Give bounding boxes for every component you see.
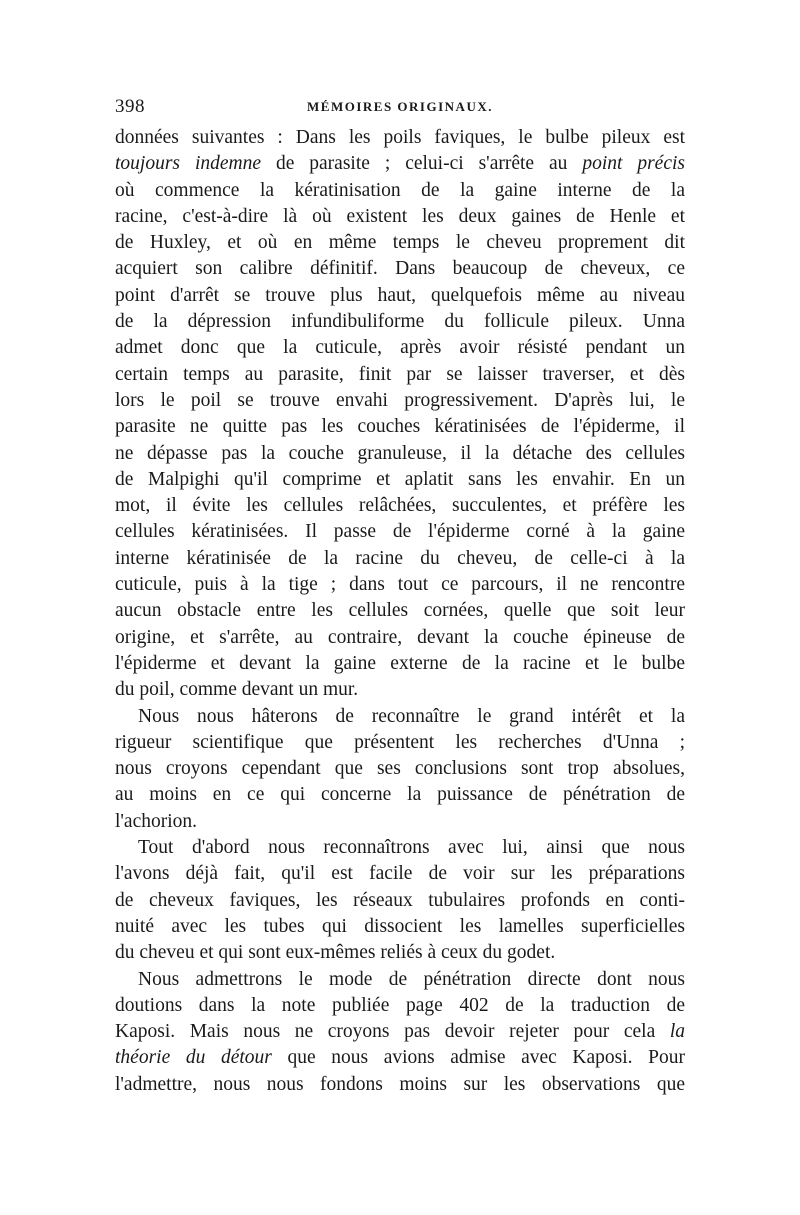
text-line [115,362,685,388]
text-line [115,151,685,177]
text-segment: ne dépasse pas la couche granuleuse, il la détache des cellules [115,442,685,464]
text-segment: où commence la kératinisation de la gaine interne de la [115,179,685,201]
text-segment: Nous admettrons le mode de pénétration directe dont nous [138,968,685,990]
text-segment: que nous avions admise avec Kaposi. Pour [271,1047,685,1069]
text-line [115,546,685,572]
text-line [115,309,685,335]
text-line [115,835,685,861]
text-segment: données suivantes : Dans les poils faviques, le bulbe pileux est [115,127,685,148]
text-line [115,809,685,835]
text-line [115,178,685,204]
text-line [115,204,685,230]
text-line [115,782,685,808]
text-line [115,1045,685,1071]
text-segment: de Malpighi qu'il comprime et aplatit sans les envahir. En un [115,468,685,490]
text-line [115,256,685,282]
text-segment: certain temps au parasite, finit par se laisser traverser, et dès [115,363,685,385]
running-title: MÉMOIRES ORIGINAUX. [307,99,493,114]
text-line [115,519,685,545]
text-segment: admet donc que la cuticule, après avoir résisté pendant un [115,337,685,359]
page-number: 398 [115,96,145,117]
italic-text: toujours indemne [115,153,262,175]
text-segment: l'admettre, nous nous fondons moins sur les observations que [115,1073,685,1095]
text-line [115,677,685,703]
text-segment: Nous nous hâterons de reconnaître le grand intérêt et la [138,705,685,727]
text-segment: aucun obstacle entre les cellules cornées, quelle que soit leur [115,600,685,622]
text-line [115,993,685,1019]
text-segment: Kaposi. Mais nous ne croyons pas devoir rejeter pour cela [115,1021,670,1043]
text-segment: mot, il évite les cellules relâchées, succulentes, et préfère les [115,495,685,517]
text-segment: racine, c'est-à-dire là où existent les deux gaines de Henle et [115,205,685,227]
text-segment: rigueur scientifique que présentent les recherches d'Unna ; [115,731,685,753]
text-line [115,730,685,756]
text-line [115,704,685,730]
text-line [115,493,685,519]
text-line [115,1072,685,1098]
text-line [115,335,685,361]
text-line [115,572,685,598]
running-head [115,96,685,120]
text-segment: nous croyons cependant que ses conclusions sont trop absolues, [115,758,685,780]
body-text [115,125,685,1098]
text-line [115,625,685,651]
text-segment: interne kératinisée de la racine du cheveu, de celle-ci à la [115,547,685,569]
text-segment: cellules kératinisées. Il passe de l'épiderme corné à la gaine [115,521,685,543]
italic-text: théorie du détour [115,1047,272,1069]
text-segment: parasite ne quitte pas les couches kératinisées de l'épiderme, il [115,416,685,438]
text-segment: origine, et s'arrête, au contraire, devant la couche épineuse de [115,626,685,648]
text-line [115,967,685,993]
text-line [115,283,685,309]
text-segment: de la dépression infundibuliforme du follicule pileux. Unna [115,311,685,333]
text-segment: de parasite ; celui-ci s'arrête au [261,153,583,175]
text-line [115,756,685,782]
text-segment: de Huxley, et où en même temps le cheveu proprement dit [115,232,685,254]
text-line [115,914,685,940]
text-segment: Tout d'abord nous reconnaîtrons avec lui, ainsi que nous [138,837,685,859]
text-line [115,1019,685,1045]
italic-text: point précis [582,153,685,175]
text-segment: au moins en ce qui concerne la puissance de pénétration de [115,784,685,806]
italic-text: la [669,1021,685,1043]
text-line [115,230,685,256]
text-segment: nuité avec les tubes qui dissocient les lamelles superficielles [115,915,685,937]
text-line [115,598,685,624]
text-segment: point d'arrêt se trouve plus haut, quelquefois même au niveau [115,284,685,306]
text-line [115,414,685,440]
text-segment: cuticule, puis à la tige ; dans tout ce parcours, il ne rencontre [115,574,685,596]
text-segment: l'épiderme et devant la gaine externe de la racine et le bulbe [115,652,685,674]
text-line [115,467,685,493]
text-segment: du poil, comme devant un mur. [115,679,359,701]
text-line [115,441,685,467]
text-segment: acquiert son calibre définitif. Dans beaucoup de cheveux, ce [115,258,685,280]
text-segment: lors le poil se trouve envahi progressivement. D'après lui, le [115,389,685,411]
text-line [115,651,685,677]
text-segment: l'achorion. [115,810,198,832]
text-segment: l'avons déjà fait, qu'il est facile de voir sur les préparations [115,863,685,885]
text-line [115,861,685,887]
text-segment: du cheveu et qui sont eux-mêmes reliés à ceux du godet. [115,942,556,964]
text-segment: de cheveux faviques, les réseaux tubulaires profonds en conti- [115,889,685,911]
text-line [115,125,685,151]
text-line [115,388,685,414]
text-line [115,940,685,966]
text-segment: doutions dans la note publiée page 402 de la traduction de [115,994,685,1016]
text-line [115,888,685,914]
